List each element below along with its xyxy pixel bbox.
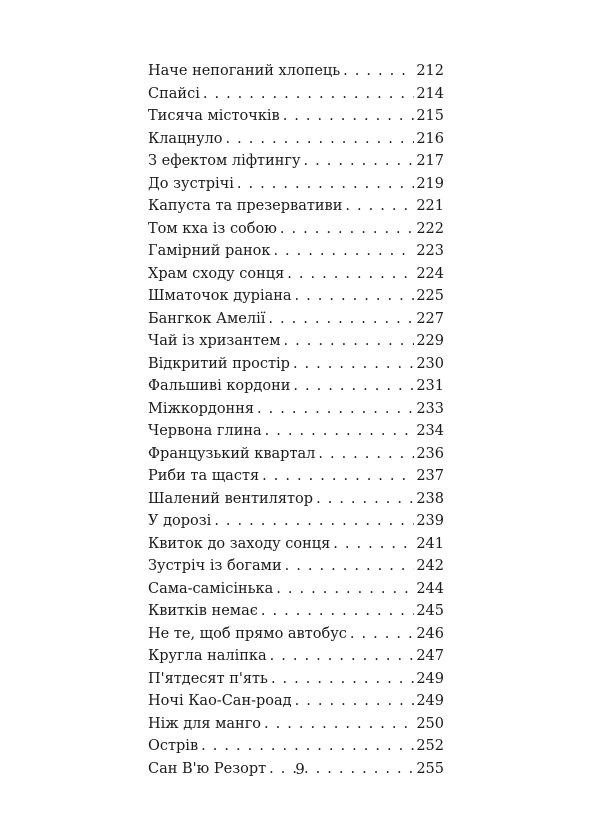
toc-dot-leader <box>345 195 414 218</box>
toc-entry <box>148 105 444 128</box>
toc-dot-leader <box>287 263 414 286</box>
toc-entry-title: Кругла наліпка <box>148 648 267 664</box>
toc-entry-page: 217 <box>416 153 444 169</box>
toc-dot-leader <box>350 623 414 646</box>
toc-entry-page: 244 <box>416 580 444 597</box>
toc-dot-leader <box>273 240 414 263</box>
toc-entry-title: Квитків немає <box>148 603 258 619</box>
toc-dot-leader <box>343 60 414 83</box>
toc-entry <box>148 690 444 713</box>
toc-dot-leader <box>293 353 414 376</box>
toc-entry-page: 249 <box>416 670 444 687</box>
toc-entry <box>148 465 444 488</box>
toc-entry <box>148 713 444 736</box>
toc-entry-title: Ніж для манго <box>148 715 262 732</box>
toc-entry-page: 221 <box>416 198 444 214</box>
toc-entry-page: 233 <box>416 400 444 417</box>
toc-entry <box>148 533 444 556</box>
toc-entry <box>148 83 444 106</box>
toc-entry-title: Спайсі <box>148 85 200 102</box>
toc-entry <box>148 195 444 218</box>
toc-entry-title: Зустріч із богами <box>148 558 282 574</box>
toc-entry <box>148 330 444 353</box>
toc-dot-leader <box>270 645 415 668</box>
toc-dot-leader <box>264 713 414 736</box>
toc-entry <box>148 443 444 466</box>
toc-dot-leader <box>293 375 414 398</box>
toc-entry <box>148 623 444 646</box>
toc-dot-leader <box>333 533 414 556</box>
toc-entry-page: 227 <box>416 310 444 327</box>
toc-entry-title: Сан В'ю Резорт <box>148 760 267 777</box>
toc-entry <box>148 555 444 578</box>
toc-entry-title: Ночі Као-Сан-роад <box>148 693 292 709</box>
toc-entry <box>148 240 444 263</box>
toc-dot-leader <box>203 83 414 106</box>
toc-entry <box>148 218 444 241</box>
toc-entry-title: Червона глина <box>148 423 262 439</box>
toc-entry-title: Риби та щастя <box>148 468 260 484</box>
toc-dot-leader <box>284 330 415 353</box>
toc-entry-page: 231 <box>416 378 444 394</box>
toc-entry-title: Французький квартал <box>148 445 316 462</box>
toc-entry <box>148 645 444 668</box>
toc-entry-page: 246 <box>416 625 444 642</box>
toc-entry-page: 245 <box>416 603 444 619</box>
toc-entry-title: Капуста та презервативи <box>148 198 343 214</box>
toc-entry-page: 225 <box>416 288 444 304</box>
toc-entry-title: Шматочок дуріана <box>148 288 292 304</box>
toc-entry <box>148 60 444 83</box>
toc-entry <box>148 263 444 286</box>
toc-entry-page: 224 <box>416 265 444 282</box>
toc-entry-title: Не те, щоб прямо автобус <box>148 625 347 642</box>
toc-entry <box>148 285 444 308</box>
toc-dot-leader <box>268 308 414 331</box>
toc-entry-page: 239 <box>416 513 444 529</box>
toc-entry-page: 242 <box>416 558 444 574</box>
toc-entry-title: Том кха із собою <box>148 220 277 237</box>
toc-entry <box>148 375 444 398</box>
toc-entry-title: Міжкордоння <box>148 400 255 417</box>
toc-dot-leader <box>295 690 415 713</box>
toc-entry-page: 230 <box>416 355 444 372</box>
toc-entry-page: 234 <box>416 423 444 439</box>
toc-entry-title: Наче непоганий хлопець <box>148 63 341 79</box>
toc-entry-page: 219 <box>416 175 444 192</box>
toc-entry <box>148 128 444 151</box>
toc-dot-leader <box>276 578 414 601</box>
toc-entry <box>148 735 444 758</box>
toc-entry-title: Шалений вентилятор <box>148 490 314 507</box>
toc-dot-leader <box>262 465 414 488</box>
table-of-contents <box>148 60 444 780</box>
toc-entry-page: 238 <box>416 490 444 507</box>
toc-dot-leader <box>261 600 414 623</box>
toc-entry-title: Тисяча місточків <box>148 108 280 124</box>
toc-entry-title: Фальшиві кордони <box>148 378 291 394</box>
toc-entry <box>148 600 444 623</box>
toc-entry <box>148 488 444 511</box>
toc-entry-page: 236 <box>416 445 444 462</box>
toc-entry <box>148 510 444 533</box>
toc-entry-title: Сама-самісінька <box>148 580 274 597</box>
toc-entry-page: 252 <box>416 738 444 754</box>
toc-entry <box>148 668 444 691</box>
toc-entry-title: Бангкок Амелії <box>148 310 266 327</box>
toc-entry-page: 223 <box>416 243 444 259</box>
toc-entry <box>148 150 444 173</box>
toc-dot-leader <box>257 398 414 421</box>
toc-dot-leader <box>318 443 414 466</box>
toc-entry <box>148 578 444 601</box>
toc-dot-leader <box>237 173 414 196</box>
toc-entry-page: 255 <box>416 760 444 777</box>
toc-entry-page: 237 <box>416 468 444 484</box>
toc-dot-leader <box>304 150 415 173</box>
toc-dot-leader <box>295 285 415 308</box>
toc-entry-title: У дорозі <box>148 513 212 529</box>
toc-dot-leader <box>201 735 414 758</box>
toc-entry-title: Клацнуло <box>148 130 223 147</box>
toc-entry-title: Квиток до заходу сонця <box>148 535 331 552</box>
toc-entry-page: 222 <box>416 220 444 237</box>
toc-entry-page: 215 <box>416 108 444 124</box>
toc-entry-title: Острів <box>148 738 199 754</box>
toc-entry <box>148 353 444 376</box>
toc-dot-leader <box>265 420 415 443</box>
toc-entry-page: 212 <box>416 63 444 79</box>
toc-entry-title: Відкритий простір <box>148 355 290 372</box>
toc-entry-page: 216 <box>416 130 444 147</box>
toc-entry-page: 241 <box>416 535 444 552</box>
toc-dot-leader <box>226 128 415 151</box>
toc-entry-page: 247 <box>416 648 444 664</box>
toc-entry-page: 214 <box>416 85 444 102</box>
toc-entry-title: Храм сходу сонця <box>148 265 285 282</box>
toc-entry-page: 250 <box>416 715 444 732</box>
page-number: 9 <box>295 760 305 778</box>
toc-entry <box>148 173 444 196</box>
toc-entry-page: 229 <box>416 333 444 349</box>
toc-entry-title: П'ятдесят п'ять <box>148 670 268 687</box>
toc-entry-title: Чай із хризантем <box>148 333 281 349</box>
toc-entry-title: З ефектом ліфтингу <box>148 153 301 169</box>
toc-dot-leader <box>280 218 414 241</box>
toc-entry-title: Гамірний ранок <box>148 243 271 259</box>
toc-entry <box>148 398 444 421</box>
toc-dot-leader <box>283 105 415 128</box>
toc-dot-leader <box>285 555 415 578</box>
toc-entry <box>148 308 444 331</box>
toc-entry-page: 249 <box>416 693 444 709</box>
toc-dot-leader <box>214 510 414 533</box>
toc-dot-leader <box>271 668 414 691</box>
toc-entry-title: До зустрічі <box>148 175 234 192</box>
toc-entry <box>148 420 444 443</box>
toc-dot-leader <box>316 488 414 511</box>
